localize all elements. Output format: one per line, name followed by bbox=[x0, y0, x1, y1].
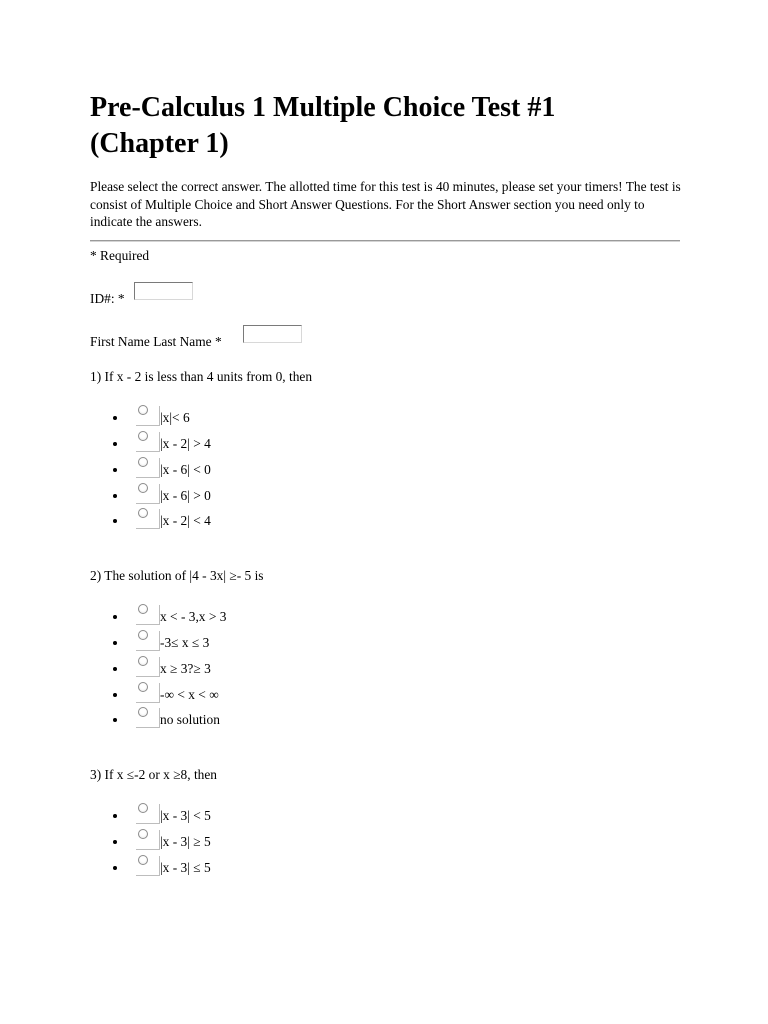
question-3-option-3[interactable] bbox=[90, 856, 390, 878]
bullet-icon bbox=[113, 641, 117, 645]
option-label: |x - 6| > 0 bbox=[160, 488, 211, 503]
bullet-icon bbox=[113, 519, 117, 523]
bullet-icon bbox=[113, 718, 117, 722]
bullet-icon bbox=[113, 442, 117, 446]
radio-button[interactable] bbox=[138, 656, 148, 666]
question-2-option-4[interactable] bbox=[90, 683, 390, 705]
question-2-text: 2) The solution of |4 - 3x| ≥- 5 is bbox=[90, 568, 264, 583]
radio-button[interactable] bbox=[138, 508, 148, 518]
bullet-icon bbox=[113, 693, 117, 697]
id-field-label: ID#: * bbox=[90, 291, 125, 306]
option-label: |x - 6| < 0 bbox=[160, 462, 211, 477]
question-1-option-5[interactable] bbox=[90, 509, 390, 531]
question-2-option-1[interactable] bbox=[90, 605, 390, 627]
option-label: x < - 3,x > 3 bbox=[160, 609, 227, 624]
required-note: * Required bbox=[90, 248, 150, 263]
radio-button[interactable] bbox=[138, 604, 148, 614]
name-field-label: First Name Last Name * bbox=[90, 334, 222, 349]
question-3-text: 3) If x ≤-2 or x ≥8, then bbox=[90, 767, 218, 782]
bullet-icon bbox=[113, 494, 117, 498]
bullet-icon bbox=[113, 615, 117, 619]
name-field-input[interactable] bbox=[243, 325, 302, 343]
radio-button[interactable] bbox=[138, 405, 148, 415]
question-1-option-3[interactable] bbox=[90, 458, 390, 480]
bullet-icon bbox=[113, 416, 117, 420]
question-1-option-4[interactable] bbox=[90, 484, 390, 506]
option-label: |x - 3| < 5 bbox=[160, 808, 211, 823]
bullet-icon bbox=[113, 814, 117, 818]
bullet-icon bbox=[113, 866, 117, 870]
bullet-icon bbox=[113, 667, 117, 671]
page-title bbox=[90, 90, 680, 162]
radio-button[interactable] bbox=[138, 829, 148, 839]
radio-button[interactable] bbox=[138, 803, 148, 813]
title-line-1: Pre-Calculus 1 Multiple Choice Test #1 bbox=[90, 92, 556, 123]
radio-button[interactable] bbox=[138, 707, 148, 717]
question-1-text: 1) If x - 2 is less than 4 units from 0, then bbox=[90, 369, 313, 384]
radio-button[interactable] bbox=[138, 630, 148, 640]
id-field-input[interactable] bbox=[134, 282, 193, 300]
question-2-option-3[interactable] bbox=[90, 657, 390, 679]
option-label: -∞ < x < ∞ bbox=[160, 687, 219, 702]
header-divider bbox=[90, 240, 680, 242]
option-label: |x - 3| ≤ 5 bbox=[160, 860, 211, 875]
option-label: -3≤ x ≤ 3 bbox=[160, 635, 210, 650]
option-label: |x - 2| < 4 bbox=[160, 513, 211, 528]
name-field-row bbox=[90, 333, 222, 350]
option-label: |x - 3| ≥ 5 bbox=[160, 834, 211, 849]
option-label: no solution bbox=[160, 712, 220, 727]
bullet-icon bbox=[113, 840, 117, 844]
question-1-option-1[interactable] bbox=[90, 406, 390, 428]
option-label: |x|< 6 bbox=[160, 410, 190, 425]
question-3-option-1[interactable] bbox=[90, 804, 390, 826]
question-3-option-2[interactable] bbox=[90, 830, 390, 852]
bullet-icon bbox=[113, 468, 117, 472]
question-2-option-5[interactable] bbox=[90, 708, 390, 730]
radio-button[interactable] bbox=[138, 457, 148, 467]
form-description: Please select the correct answer. The allotted time for this test is 40 minutes, please set your timers! The test is consist of Multiple Choice and Short Answer Questions. For the Short Answer section you need only to indicate the answers. bbox=[90, 179, 681, 229]
title-line-2: (Chapter 1) bbox=[90, 128, 229, 159]
id-field-row bbox=[90, 290, 125, 307]
radio-button[interactable] bbox=[138, 431, 148, 441]
question-1-option-2[interactable] bbox=[90, 432, 390, 454]
radio-button[interactable] bbox=[138, 483, 148, 493]
radio-button[interactable] bbox=[138, 855, 148, 865]
option-label: |x - 2| > 4 bbox=[160, 436, 211, 451]
radio-button[interactable] bbox=[138, 682, 148, 692]
option-label: x ≥ 3?≥ 3 bbox=[160, 661, 211, 676]
question-2-option-2[interactable] bbox=[90, 631, 390, 653]
